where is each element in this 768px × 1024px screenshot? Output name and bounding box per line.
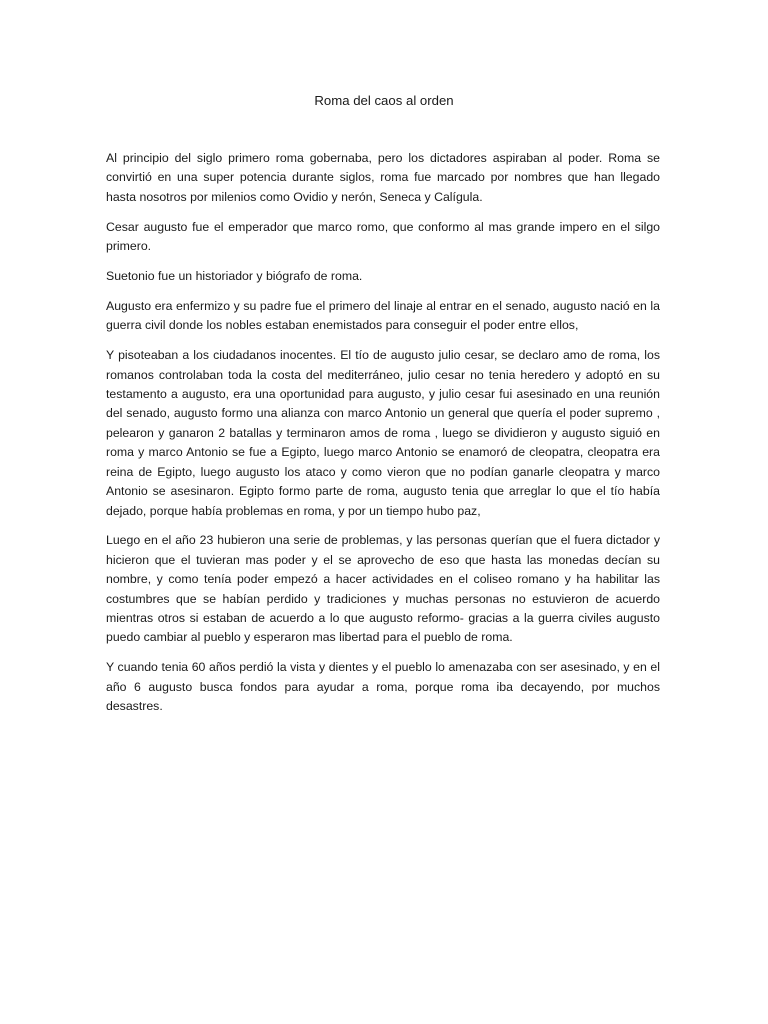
- paragraph-3: Suetonio fue un historiador y biógrafo de roma.: [106, 269, 363, 284]
- paragraph-7: Y cuando tenia 60 años perdió la vista y dientes y el pueblo lo amenazaba con ser asesinado, y en el año 6 augusto busca fondos para ayudar a roma, porque roma iba decayendo, por muchos desastres.: [106, 660, 660, 714]
- document-title: Roma del caos al orden: [314, 93, 454, 108]
- paragraph-2: Cesar augusto fue el emperador que marco romo, que conformo al mas grande impero en el silgo primero.: [106, 219, 660, 254]
- paragraph-5: Y pisoteaban a los ciudadanos inocentes. El tío de augusto julio cesar, se declaro amo de roma, los romanos controlaban toda la costa del mediterráneo, julio cesar no tenia heredero y adoptó en su testamento a augusto, era una oportunidad para augusto, y julio cesar fui asesinado en una reunión del senado, augusto formo una alianza con marco Antonio un general que quería el poder supremo , pelearon y ganaron 2 batallas y terminaron amos de roma , luego se dividieron y augusto siguió en roma y marco Antonio se fue a Egipto, luego marco Antonio se enamoró de cleopatra, cleopatra era reina de Egipto, luego augusto los ataco y como vieron que no podían ganarle cleopatra y marco Antonio se asesinaron. Egipto formo parte de roma, augusto tenia que arreglar lo que el tío había dejado, porque había problemas en roma, y por un tiempo hubo paz,: [106, 348, 660, 518]
- paragraph-4: Augusto era enfermizo y su padre fue el primero del linaje al entrar en el senado, augusto nació en la guerra civil donde los nobles estaban enemistados para conseguir el poder entre ellos,: [106, 298, 660, 333]
- paragraph-6: Luego en el año 23 hubieron una serie de problemas, y las personas querían que el fuera dictador y hicieron que el tuvieran mas poder y el se aprovecho de eso que hasta las monedas decían su nombre, y como tenía poder empezó a hacer actividades en el coliseo romano y ha habilitar las costumbres que se habían perdido y tradiciones y muchas personas no estuvieron de acuerdo mientras otros si estaban de acuerdo a lo que augusto reformo- gracias a la guerra civiles augusto puedo cambiar al pueblo y esperaron mas libertad para el pueblo de roma.: [106, 533, 660, 645]
- document-body: [106, 149, 660, 727]
- paragraph-1: Al principio del siglo primero roma gobernaba, pero los dictadores aspiraban al poder. Roma se convirtió en una super potencia durante siglos, roma fue marcado por nombres que han llegado hasta nosotros por milenios como Ovidio y nerón, Seneca y Calígula.: [106, 151, 660, 204]
